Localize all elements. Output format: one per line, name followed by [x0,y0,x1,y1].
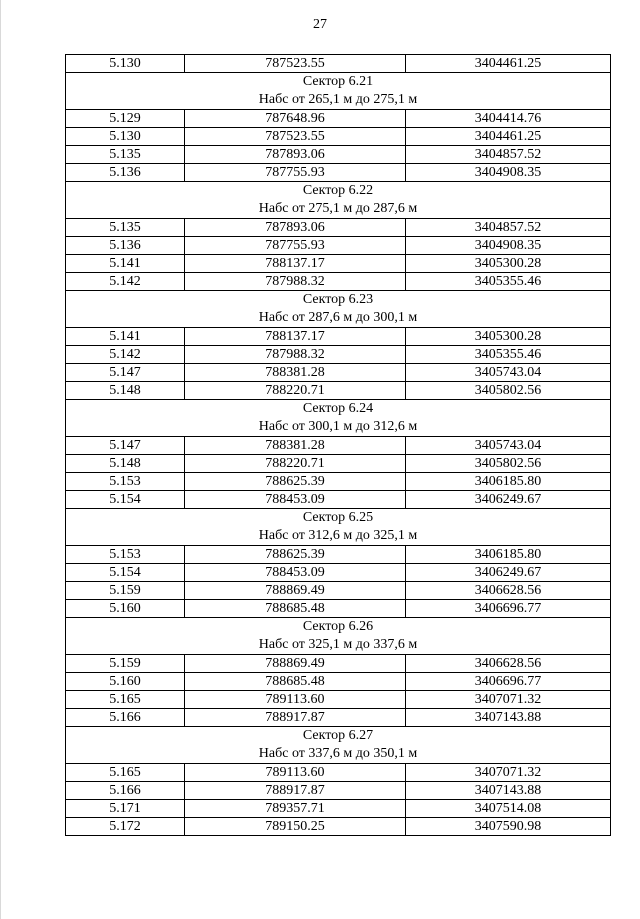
y-coordinate-cell: 3406249.67 [406,564,611,582]
y-coordinate-cell: 3405743.04 [406,364,611,382]
x-coordinate-cell: 787988.32 [185,273,406,291]
table-row [66,473,611,491]
x-coordinate-cell: 789113.60 [185,764,406,782]
y-coordinate-cell: 3405355.46 [406,273,611,291]
coordinates-table [65,54,611,836]
y-coordinate-cell: 3405802.56 [406,455,611,473]
sector-header-row [66,291,611,328]
sector-subtitle: Набс от 300,1 м до 312,6 м [258,419,418,434]
y-coordinate-cell: 3404414.76 [406,110,611,128]
point-number-cell: 5.142 [66,346,185,364]
sector-title: Сектор 6.22 [302,183,374,198]
point-number-cell: 5.166 [66,782,185,800]
x-coordinate-cell: 788685.48 [185,600,406,618]
x-coordinate-cell: 788220.71 [185,382,406,400]
sector-subtitle: Набс от 325,1 м до 337,6 м [258,637,418,652]
y-coordinate-cell: 3407590.98 [406,818,611,836]
point-number-cell: 5.165 [66,764,185,782]
x-coordinate-cell: 787893.06 [185,219,406,237]
table-row [66,437,611,455]
table-row [66,55,611,73]
table-row [66,600,611,618]
y-coordinate-cell: 3404857.52 [406,219,611,237]
x-coordinate-cell: 787523.55 [185,128,406,146]
sector-header-cell [66,182,611,219]
table-row [66,164,611,182]
sector-header-row [66,182,611,219]
sector-subtitle: Набс от 312,6 м до 325,1 м [258,528,418,543]
x-coordinate-cell: 788137.17 [185,328,406,346]
point-number-cell: 5.154 [66,491,185,509]
y-coordinate-cell: 3404908.35 [406,237,611,255]
table-row [66,491,611,509]
sector-title: Сектор 6.23 [302,292,374,307]
table-row [66,219,611,237]
table-row [66,564,611,582]
table-row [66,346,611,364]
y-coordinate-cell: 3407143.88 [406,709,611,727]
y-coordinate-cell: 3406249.67 [406,491,611,509]
point-number-cell: 5.130 [66,128,185,146]
point-number-cell: 5.130 [66,55,185,73]
point-number-cell: 5.171 [66,800,185,818]
table-row [66,582,611,600]
x-coordinate-cell: 788381.28 [185,437,406,455]
point-number-cell: 5.142 [66,273,185,291]
x-coordinate-cell: 787648.96 [185,110,406,128]
table-row [66,110,611,128]
y-coordinate-cell: 3404461.25 [406,128,611,146]
point-number-cell: 5.160 [66,600,185,618]
point-number-cell: 5.172 [66,818,185,836]
point-number-cell: 5.141 [66,255,185,273]
x-coordinate-cell: 788625.39 [185,546,406,564]
point-number-cell: 5.154 [66,564,185,582]
sector-header-row [66,509,611,546]
point-number-cell: 5.165 [66,691,185,709]
sector-header-row [66,727,611,764]
sector-header-cell [66,509,611,546]
point-number-cell: 5.147 [66,437,185,455]
coordinates-table-body [66,55,611,836]
x-coordinate-cell: 788869.49 [185,582,406,600]
y-coordinate-cell: 3406628.56 [406,655,611,673]
table-row [66,800,611,818]
table-row [66,673,611,691]
table-row [66,128,611,146]
y-coordinate-cell: 3405355.46 [406,346,611,364]
point-number-cell: 5.135 [66,146,185,164]
scan-edge-line [0,0,1,919]
sector-header-cell [66,73,611,110]
sector-title: Сектор 6.21 [302,74,374,89]
sector-title: Сектор 6.24 [302,401,374,416]
sector-header-row [66,73,611,110]
point-number-cell: 5.153 [66,473,185,491]
y-coordinate-cell: 3407143.88 [406,782,611,800]
y-coordinate-cell: 3404908.35 [406,164,611,182]
table-row [66,455,611,473]
table-row [66,782,611,800]
sector-title: Сектор 6.27 [302,728,374,743]
y-coordinate-cell: 3405300.28 [406,255,611,273]
x-coordinate-cell: 788453.09 [185,491,406,509]
sector-subtitle: Набс от 337,6 м до 350,1 м [258,746,418,761]
x-coordinate-cell: 787893.06 [185,146,406,164]
x-coordinate-cell: 789113.60 [185,691,406,709]
y-coordinate-cell: 3404461.25 [406,55,611,73]
y-coordinate-cell: 3406185.80 [406,473,611,491]
point-number-cell: 5.166 [66,709,185,727]
table-row [66,818,611,836]
x-coordinate-cell: 788685.48 [185,673,406,691]
x-coordinate-cell: 788917.87 [185,709,406,727]
point-number-cell: 5.153 [66,546,185,564]
y-coordinate-cell: 3406185.80 [406,546,611,564]
point-number-cell: 5.141 [66,328,185,346]
table-row [66,328,611,346]
sector-title: Сектор 6.26 [302,619,374,634]
x-coordinate-cell: 788137.17 [185,255,406,273]
y-coordinate-cell: 3407071.32 [406,764,611,782]
point-number-cell: 5.148 [66,382,185,400]
y-coordinate-cell: 3405802.56 [406,382,611,400]
x-coordinate-cell: 788917.87 [185,782,406,800]
y-coordinate-cell: 3407071.32 [406,691,611,709]
point-number-cell: 5.135 [66,219,185,237]
sector-header-cell [66,727,611,764]
point-number-cell: 5.160 [66,673,185,691]
y-coordinate-cell: 3405300.28 [406,328,611,346]
sector-header-cell [66,618,611,655]
sector-subtitle: Набс от 265,1 м до 275,1 м [258,92,418,107]
table-row [66,546,611,564]
y-coordinate-cell: 3406628.56 [406,582,611,600]
page-number: 27 [313,17,327,32]
point-number-cell: 5.148 [66,455,185,473]
sector-subtitle: Набс от 275,1 м до 287,6 м [258,201,418,216]
y-coordinate-cell: 3406696.77 [406,600,611,618]
point-number-cell: 5.129 [66,110,185,128]
point-number-cell: 5.136 [66,164,185,182]
table-row [66,255,611,273]
sector-header-row [66,618,611,655]
point-number-cell: 5.136 [66,237,185,255]
table-row [66,764,611,782]
sector-title: Сектор 6.25 [302,510,374,525]
x-coordinate-cell: 787523.55 [185,55,406,73]
x-coordinate-cell: 789150.25 [185,818,406,836]
x-coordinate-cell: 788220.71 [185,455,406,473]
table-row [66,691,611,709]
table-row [66,146,611,164]
x-coordinate-cell: 787755.93 [185,237,406,255]
y-coordinate-cell: 3407514.08 [406,800,611,818]
x-coordinate-cell: 787755.93 [185,164,406,182]
sector-header-cell [66,400,611,437]
table-row [66,237,611,255]
x-coordinate-cell: 787988.32 [185,346,406,364]
y-coordinate-cell: 3405743.04 [406,437,611,455]
point-number-cell: 5.159 [66,655,185,673]
sector-header-cell [66,291,611,328]
point-number-cell: 5.147 [66,364,185,382]
x-coordinate-cell: 788453.09 [185,564,406,582]
x-coordinate-cell: 788381.28 [185,364,406,382]
x-coordinate-cell: 788625.39 [185,473,406,491]
y-coordinate-cell: 3404857.52 [406,146,611,164]
y-coordinate-cell: 3406696.77 [406,673,611,691]
table-row [66,364,611,382]
x-coordinate-cell: 789357.71 [185,800,406,818]
x-coordinate-cell: 788869.49 [185,655,406,673]
sector-subtitle: Набс от 287,6 м до 300,1 м [258,310,418,325]
table-row [66,382,611,400]
table-row [66,273,611,291]
point-number-cell: 5.159 [66,582,185,600]
sector-header-row [66,400,611,437]
table-row [66,709,611,727]
table-row [66,655,611,673]
